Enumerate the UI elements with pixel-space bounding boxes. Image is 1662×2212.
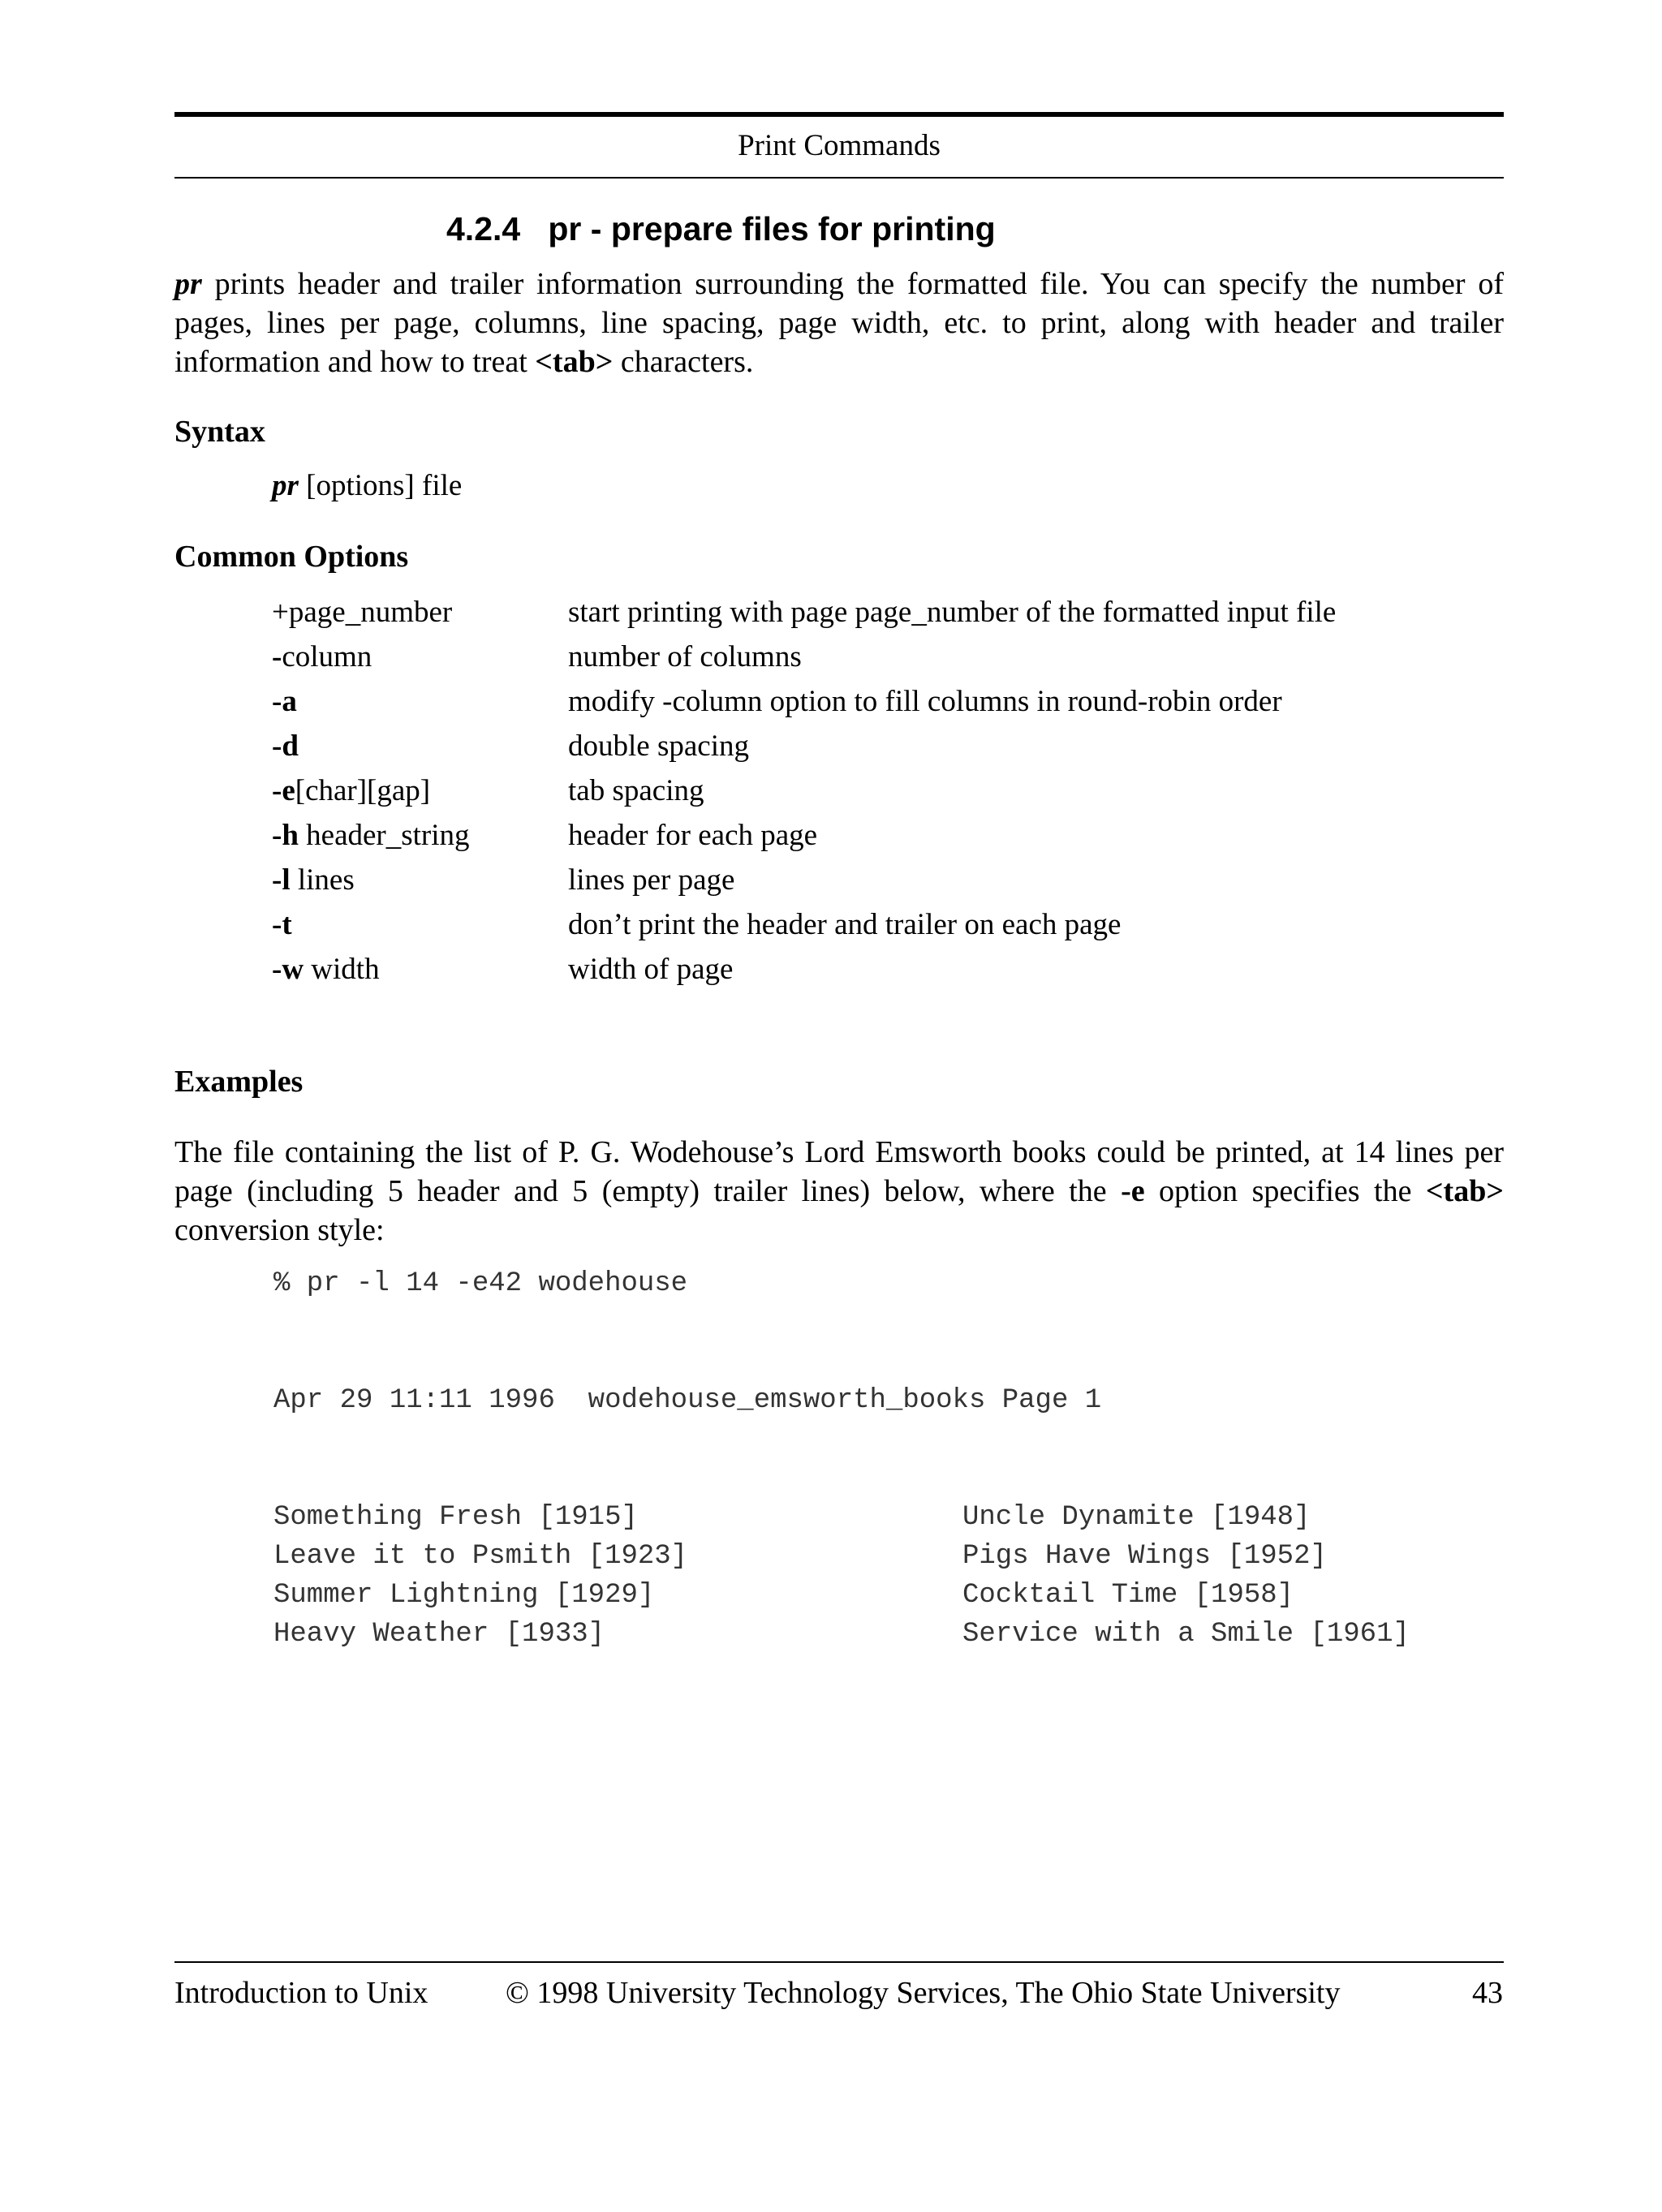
syntax-heading: Syntax bbox=[174, 415, 265, 449]
option-row bbox=[272, 729, 1489, 773]
intro-command: pr bbox=[174, 267, 202, 301]
examples-flag: -e bbox=[1121, 1174, 1145, 1208]
option-description: number of columns bbox=[568, 640, 802, 673]
option-description: double spacing bbox=[568, 729, 749, 763]
option-key bbox=[272, 818, 470, 853]
intro-paragraph bbox=[174, 265, 1504, 381]
option-flag: -l bbox=[272, 863, 291, 897]
examples-text-end: conversion style: bbox=[174, 1213, 385, 1247]
footer-page-number: 43 bbox=[1472, 1976, 1503, 2010]
book-entry: Uncle Dynamite [1948] bbox=[962, 1502, 1311, 1533]
option-key bbox=[272, 595, 452, 630]
option-row bbox=[272, 952, 1489, 996]
section-number: 4.2.4 bbox=[446, 210, 521, 247]
option-description: start printing with page page_number of the formatted input file bbox=[568, 596, 1337, 629]
options-heading: Common Options bbox=[174, 540, 409, 574]
option-description: tab spacing bbox=[568, 774, 704, 807]
examples-heading: Examples bbox=[174, 1065, 304, 1099]
option-key bbox=[272, 863, 355, 897]
option-arg: column bbox=[282, 640, 372, 673]
option-row bbox=[272, 773, 1489, 818]
option-flag: -h bbox=[272, 819, 299, 852]
option-arg: +page_number bbox=[272, 596, 453, 629]
running-header: Print Commands bbox=[738, 129, 941, 162]
example-output-header: Apr 29 11:11 1996 wodehouse_emsworth_books Page 1 bbox=[273, 1385, 1102, 1416]
examples-tab: <tab> bbox=[1425, 1174, 1504, 1208]
intro-text: prints header and trailer information surrounding the formatted file. You can specify the number of pages, lines per page, columns, line spacing, page width, etc. to print, along with header and trailer information and how to treat bbox=[174, 267, 1504, 379]
book-entry: Service with a Smile [1961] bbox=[962, 1619, 1410, 1650]
book-entry: Cocktail Time [1958] bbox=[962, 1580, 1294, 1611]
option-flag: -t bbox=[272, 908, 292, 941]
option-key bbox=[272, 729, 299, 764]
book-entry: Pigs Have Wings [1952] bbox=[962, 1541, 1327, 1572]
syntax-line bbox=[272, 468, 462, 503]
option-flag: -e bbox=[272, 774, 295, 807]
option-arg: header_string bbox=[298, 819, 470, 852]
syntax-args: [options] file bbox=[298, 469, 463, 502]
book-entry: Something Fresh [1915] bbox=[273, 1502, 638, 1533]
option-description: modify -column option to fill columns in round-robin order bbox=[568, 685, 1282, 718]
examples-text: The file containing the list of P. G. Wodehouse’s Lord Emsworth books could be printed, at 14 lines per page (including 5 header and 5 (empty) trailer lines) below, where the bbox=[174, 1135, 1504, 1208]
option-flag: -d bbox=[272, 729, 299, 763]
section-title bbox=[446, 210, 996, 248]
intro-tab: <tab> bbox=[535, 345, 614, 379]
option-key bbox=[272, 639, 372, 674]
footer-rule bbox=[174, 1961, 1504, 1963]
option-row bbox=[272, 639, 1489, 684]
intro-text-end: characters. bbox=[613, 345, 754, 379]
option-flag: - bbox=[272, 640, 282, 673]
footer-left: Introduction to Unix bbox=[174, 1976, 428, 2010]
option-row bbox=[272, 595, 1489, 639]
option-row bbox=[272, 818, 1489, 863]
option-description: don’t print the header and trailer on each page bbox=[568, 908, 1122, 941]
option-arg: [char][gap] bbox=[295, 774, 431, 807]
examples-paragraph bbox=[174, 1133, 1504, 1250]
option-flag: -a bbox=[272, 685, 297, 718]
option-key bbox=[272, 684, 297, 719]
book-entry: Heavy Weather [1933] bbox=[273, 1619, 605, 1650]
header-rule bbox=[174, 177, 1504, 179]
option-row bbox=[272, 684, 1489, 729]
top-rule bbox=[174, 112, 1504, 117]
option-description: header for each page bbox=[568, 819, 818, 852]
option-row bbox=[272, 863, 1489, 907]
option-key bbox=[272, 907, 292, 942]
option-arg: lines bbox=[290, 863, 355, 897]
option-description: lines per page bbox=[568, 863, 735, 897]
book-entry: Leave it to Psmith [1923] bbox=[273, 1541, 688, 1572]
section-title-text: pr - prepare files for printing bbox=[548, 210, 996, 247]
option-arg: width bbox=[304, 953, 380, 986]
option-row bbox=[272, 907, 1489, 952]
examples-text-mid: option specifies the bbox=[1144, 1174, 1426, 1208]
option-key bbox=[272, 952, 380, 987]
option-flag: -w bbox=[272, 953, 304, 986]
syntax-command: pr bbox=[272, 469, 299, 502]
book-entry: Summer Lightning [1929] bbox=[273, 1580, 655, 1611]
example-command: % pr -l 14 -e42 wodehouse bbox=[273, 1268, 688, 1299]
option-key bbox=[272, 773, 430, 808]
footer-center: © 1998 University Technology Services, The Ohio State University bbox=[506, 1976, 1341, 2010]
option-description: width of page bbox=[568, 953, 734, 986]
